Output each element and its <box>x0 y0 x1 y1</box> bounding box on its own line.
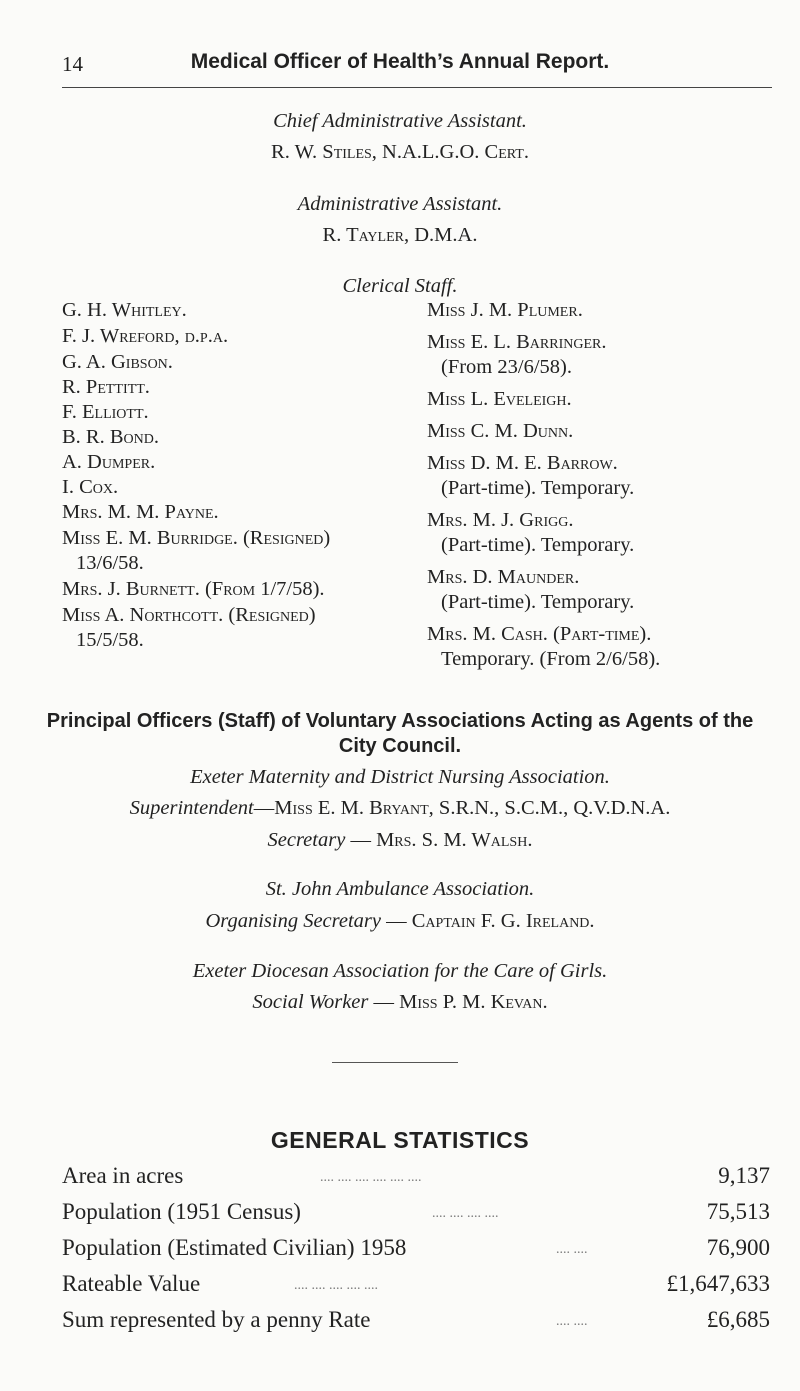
admin-name: R. Tayler, D.M.A. <box>322 224 478 246</box>
statistics-heading: GENERAL STATISTICS <box>270 1127 530 1153</box>
page-title: Medical Officer of Health’s Annual Report. <box>190 50 610 73</box>
clerical-right-item: (Part-time). Temporary. <box>441 591 635 613</box>
clerical-left-item: 15/5/58. <box>76 629 144 651</box>
clerical-right-item: (Part-time). Temporary. <box>441 477 635 499</box>
clerical-left-item: G. H. Whitley. <box>62 299 187 321</box>
clerical-right-item: Temporary. (From 2/6/58). <box>441 648 661 670</box>
superintendent-role: Superintendent <box>129 797 254 819</box>
chief-admin-name: R. W. Stiles, N.A.L.G.O. Cert. <box>271 141 529 163</box>
clerical-right-item: Miss E. L. Barringer. <box>427 331 607 353</box>
clerical-left-item: I. Cox. <box>62 476 119 498</box>
diocesan-social-worker <box>0 991 800 1014</box>
header-rule <box>62 87 772 88</box>
stat-leader-dots: .... .... <box>556 1314 588 1329</box>
clerical-left-item: F. Elliott. <box>62 401 149 423</box>
maternity-secretary <box>0 829 800 852</box>
social-worker-name: — Miss P. M. Kevan. <box>368 991 548 1013</box>
superintendent-name: —Miss E. M. Bryant, S.R.N., S.C.M., Q.V.D.N.A. <box>253 797 671 819</box>
stat-row-population-estimated <box>62 1235 770 1265</box>
stat-value: £6,685 <box>706 1307 770 1332</box>
voluntary-heading-line2: City Council. <box>338 735 462 757</box>
clerical-right-item: Mrs. M. J. Grigg. <box>427 509 574 531</box>
clerical-heading: Clerical Staff. <box>342 275 458 297</box>
stat-label: Population (Estimated Civilian) 1958 <box>62 1235 407 1260</box>
diocesan-association-title: Exeter Diocesan Association for the Care of Girls. <box>192 960 608 982</box>
stat-value: £1,647,633 <box>666 1271 770 1296</box>
clerical-left-item: B. R. Bond. <box>62 426 159 448</box>
stat-leader-dots: .... .... <box>556 1242 588 1257</box>
clerical-left-item: Mrs. J. Burnett. (From 1/7/58). <box>62 578 325 600</box>
organising-secretary-role: Organising Secretary <box>205 910 381 932</box>
clerical-left-item: F. J. Wreford, d.p.a. <box>62 325 229 347</box>
stat-label: Sum represented by a penny Rate <box>62 1307 371 1332</box>
voluntary-heading-line1: Principal Officers (Staff) of Voluntary Associations Acting as Agents of the <box>46 710 754 732</box>
stat-row-area <box>62 1163 770 1193</box>
stat-row-rateable-value <box>62 1271 770 1301</box>
clerical-right-item: Miss J. M. Plumer. <box>427 299 583 321</box>
section-divider <box>332 1062 458 1063</box>
secretary-role: Secretary <box>267 829 346 851</box>
organising-secretary-name: — Captain F. G. Ireland. <box>381 910 595 932</box>
clerical-right-item: Miss C. M. Dunn. <box>427 420 574 442</box>
stat-row-population-census <box>62 1199 770 1229</box>
clerical-right-item: (From 23/6/58). <box>441 356 572 378</box>
stat-value: 76,900 <box>706 1235 770 1260</box>
chief-admin-heading: Chief Administrative Assistant. <box>273 110 527 132</box>
maternity-superintendent <box>0 797 800 820</box>
stat-value: 75,513 <box>706 1199 770 1224</box>
page-number: 14 <box>62 52 83 76</box>
admin-heading: Administrative Assistant. <box>297 193 503 215</box>
clerical-left-item: Miss E. M. Burridge. (Resigned) <box>62 527 331 549</box>
stat-leader-dots: .... .... .... .... .... <box>294 1278 378 1293</box>
stat-value: 9,137 <box>718 1163 770 1188</box>
stat-label: Population (1951 Census) <box>62 1199 301 1224</box>
stat-row-penny-rate <box>62 1307 770 1337</box>
clerical-right-item: Miss D. M. E. Barrow. <box>427 452 618 474</box>
social-worker-role: Social Worker <box>252 991 369 1013</box>
clerical-right-item: Mrs. D. Maunder. <box>427 566 580 588</box>
stat-leader-dots: .... .... .... .... <box>432 1206 499 1221</box>
stat-label: Area in acres <box>62 1163 184 1188</box>
st-john-secretary <box>0 910 800 933</box>
clerical-left-item: A. Dumper. <box>62 451 156 473</box>
stat-leader-dots: .... .... .... .... .... .... <box>320 1170 422 1185</box>
clerical-left-item: 13/6/58. <box>76 552 144 574</box>
secretary-name: — Mrs. S. M. Walsh. <box>345 829 533 851</box>
clerical-right-item: (Part-time). Temporary. <box>441 534 635 556</box>
clerical-right-item: Mrs. M. Cash. (Part-time). <box>427 623 652 645</box>
clerical-left-item: R. Pettitt. <box>62 376 150 398</box>
clerical-left-item: G. A. Gibson. <box>62 351 173 373</box>
clerical-right-item: Miss L. Eveleigh. <box>427 388 572 410</box>
clerical-left-item: Mrs. M. M. Payne. <box>62 501 219 523</box>
clerical-left-item: Miss A. Northcott. (Resigned) <box>62 604 316 626</box>
st-john-association-title: St. John Ambulance Association. <box>265 878 535 900</box>
maternity-association-title: Exeter Maternity and District Nursing Association. <box>190 766 610 788</box>
stat-label: Rateable Value <box>62 1271 201 1296</box>
